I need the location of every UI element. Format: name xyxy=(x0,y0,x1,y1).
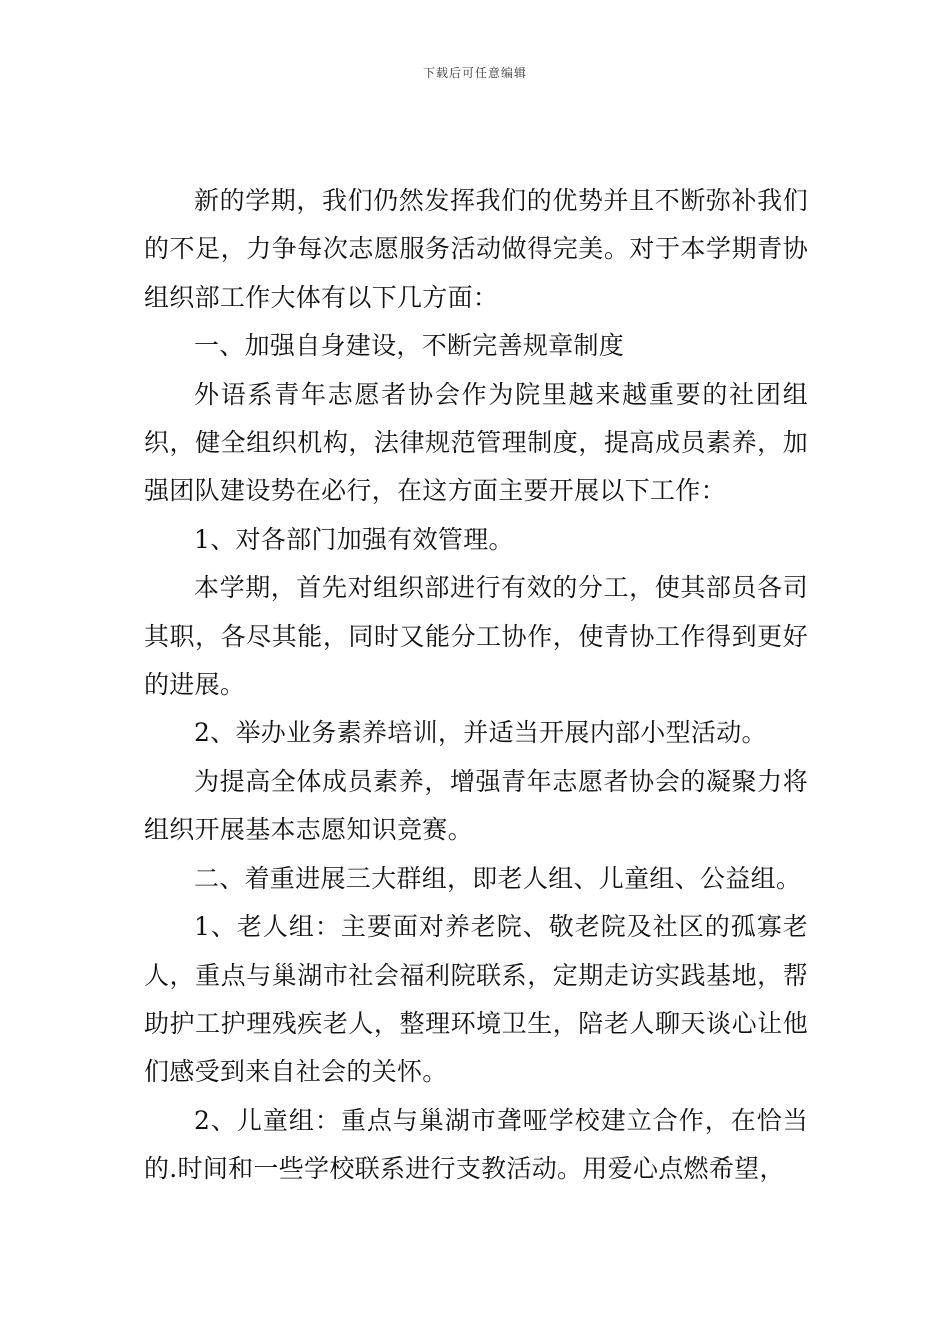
subheading-1-1: 1、对各部门加强有效管理。 xyxy=(194,524,514,554)
page-header: 下载后可任意编辑 xyxy=(422,66,527,80)
subheading-1-2: 2、举办业务素养培训，并适当开展内部小型活动。 xyxy=(194,718,767,748)
paragraph-1-2: 为提高全体成员素养，增强青年志愿者协会的凝聚力将组织开展基本志愿知识竞赛。 xyxy=(144,766,808,845)
paragraph-intro: 新的学期，我们仍然发挥我们的优势并且不断弥补我们的不足，力争每次志愿服务活动做得完美。对于本学期青协组织部工作大体有以下几方面： xyxy=(144,186,808,312)
paragraph-2-2: 2、儿童组：重点与巢湖市聋哑学校建立合作，在恰当的.时间和一些学校联系进行支教活动。用爱心点燃希望， xyxy=(144,1105,808,1184)
document-body xyxy=(144,177,808,1194)
heading-section-2: 二、着重进展三大群组，即老人组、儿童组、公益组。 xyxy=(194,863,802,893)
paragraph-2-1: 1、老人组：主要面对养老院、敬老院及社区的孤寡老人，重点与巢湖市社会福利院联系，定期走访实践基地，帮助护工护理残疾老人，整理环境卫生，陪老人聊天谈心让他们感受到来自社会的关怀。 xyxy=(144,912,808,1087)
heading-section-1: 一、加强自身建设，不断完善规章制度 xyxy=(194,331,625,361)
paragraph-section-1: 外语系青年志愿者协会作为院里越来越重要的社团组织，健全组织机构，法律规范管理制度，提高成员素养，加强团队建设势在必行，在这方面主要开展以下工作： xyxy=(144,379,808,506)
paragraph-1-1: 本学期，首先对组织部进行有效的分工，使其部员各司其职，各尽其能，同时又能分工协作，使青协工作得到更好的进展。 xyxy=(144,573,808,700)
